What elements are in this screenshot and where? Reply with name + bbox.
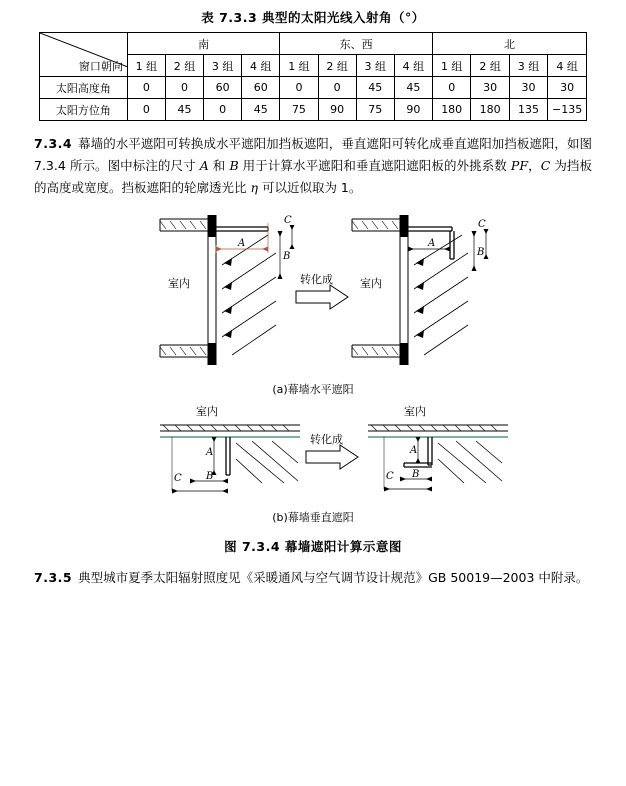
group-header: 3 组	[356, 55, 394, 77]
table-caption: 表 7.3.3 典型的太阳光线入射角（°）	[201, 10, 425, 25]
clause-text-part: 典型城市夏季太阳辐射照度见《采暖通风与空气调节设计规范》GB 50019—2003 中附录。	[78, 569, 589, 585]
clause-text-part: 可以近似取为 1。	[257, 179, 362, 195]
svg-text:A: A	[238, 237, 246, 249]
group-header: 4 组	[242, 55, 280, 77]
svg-text:B: B	[283, 250, 291, 262]
svg-text:室内: 室内	[168, 276, 190, 290]
svg-text:室内: 室内	[360, 276, 382, 290]
clause-number: 7.3.4	[34, 136, 73, 151]
corner-header-cell	[40, 33, 128, 77]
clause-text-part: 和	[208, 157, 230, 173]
cell: 30	[471, 77, 509, 99]
clause-text-part: 为挡板的高度或宽度。挡板遮阳的轮廓透光比	[34, 157, 592, 195]
cell: 30	[509, 77, 547, 99]
svg-text:室内: 室内	[196, 404, 218, 418]
figure-panel-b-caption: (b)幕墙垂直遮阳	[272, 510, 354, 524]
symbol-B: B	[229, 157, 239, 173]
cell: 45	[242, 99, 280, 121]
svg-text:B: B	[477, 246, 485, 258]
svg-text:C: C	[284, 214, 292, 226]
group-header: 4 组	[548, 55, 587, 77]
cell: 0	[432, 77, 470, 99]
document-page	[0, 8, 626, 786]
cell: 0	[127, 99, 165, 121]
cell: 0	[127, 77, 165, 99]
clause-number: 7.3.5	[34, 569, 73, 585]
cell: 0	[165, 77, 203, 99]
row-label-altitude: 太阳高度角	[40, 77, 128, 99]
svg-text:C: C	[174, 472, 182, 484]
svg-text:A: A	[410, 444, 418, 456]
svg-text:室内: 室内	[404, 404, 426, 418]
direction-header-north: 北	[432, 33, 586, 55]
svg-text:B: B	[412, 468, 420, 480]
cell: 180	[471, 99, 509, 121]
svg-text:C: C	[478, 218, 486, 230]
clause-text-part: ，	[528, 157, 541, 173]
group-header: 1 组	[432, 55, 470, 77]
symbol-C: C	[540, 157, 551, 173]
cell: 180	[432, 99, 470, 121]
svg-text:A: A	[428, 237, 436, 249]
solar-incidence-table	[39, 32, 587, 121]
cell: 0	[280, 77, 318, 99]
cell: 0	[204, 99, 242, 121]
figure-panel-b-drawing	[0, 403, 626, 503]
table-header-row-directions	[40, 33, 587, 55]
cell: 90	[394, 99, 432, 121]
clause-7-3-4	[34, 133, 592, 199]
direction-header-south: 南	[127, 33, 280, 55]
cell: 45	[165, 99, 203, 121]
svg-text:转化成: 转化成	[310, 432, 343, 446]
group-header: 2 组	[471, 55, 509, 77]
group-header: 1 组	[127, 55, 165, 77]
svg-text:转化成: 转化成	[300, 272, 333, 286]
cell: 75	[280, 99, 318, 121]
svg-text:C: C	[386, 470, 394, 482]
svg-text:B: B	[206, 470, 214, 482]
symbol-A: A	[199, 157, 209, 173]
clause-7-3-5	[34, 567, 592, 589]
direction-header-eastwest: 东、西	[280, 33, 433, 55]
row-label-azimuth: 太阳方位角	[40, 99, 128, 121]
cell: 45	[394, 77, 432, 99]
group-header: 3 组	[509, 55, 547, 77]
cell: 75	[356, 99, 394, 121]
svg-text:A: A	[206, 446, 214, 458]
group-header: 4 组	[394, 55, 432, 77]
clause-text-part: 用于计算水平遮阳和垂直遮阳遮阳板的外挑系数	[238, 157, 511, 173]
group-header: 2 组	[318, 55, 356, 77]
cell: 60	[204, 77, 242, 99]
cell: 135	[509, 99, 547, 121]
group-header: 1 组	[280, 55, 318, 77]
table-row	[40, 77, 587, 99]
cell: 30	[548, 77, 587, 99]
cell: 90	[318, 99, 356, 121]
figure-7-3-4	[0, 205, 626, 555]
clause-text-part: 幕墙的水平遮阳可转换成水平遮阳加挡板遮阳，垂直遮阳可转化成垂直遮阳加挡板遮阳，如图 7.3.4 所示。图中标注的尺寸	[34, 136, 592, 173]
cell: 60	[242, 77, 280, 99]
figure-panel-a-drawing	[0, 205, 626, 375]
symbol-eta: η	[250, 179, 258, 195]
figure-title: 图 7.3.4 幕墙遮阳计算示意图	[224, 538, 402, 554]
symbol-PF: PF	[510, 157, 529, 173]
corner-header-label: 窗口朝向	[78, 60, 123, 73]
cell: 45	[356, 77, 394, 99]
cell: −135	[548, 99, 587, 121]
figure-panel-a-caption: (a)幕墙水平遮阳	[272, 382, 354, 396]
group-header: 2 组	[165, 55, 203, 77]
cell: 0	[318, 77, 356, 99]
table-row	[40, 99, 587, 121]
group-header: 3 组	[204, 55, 242, 77]
